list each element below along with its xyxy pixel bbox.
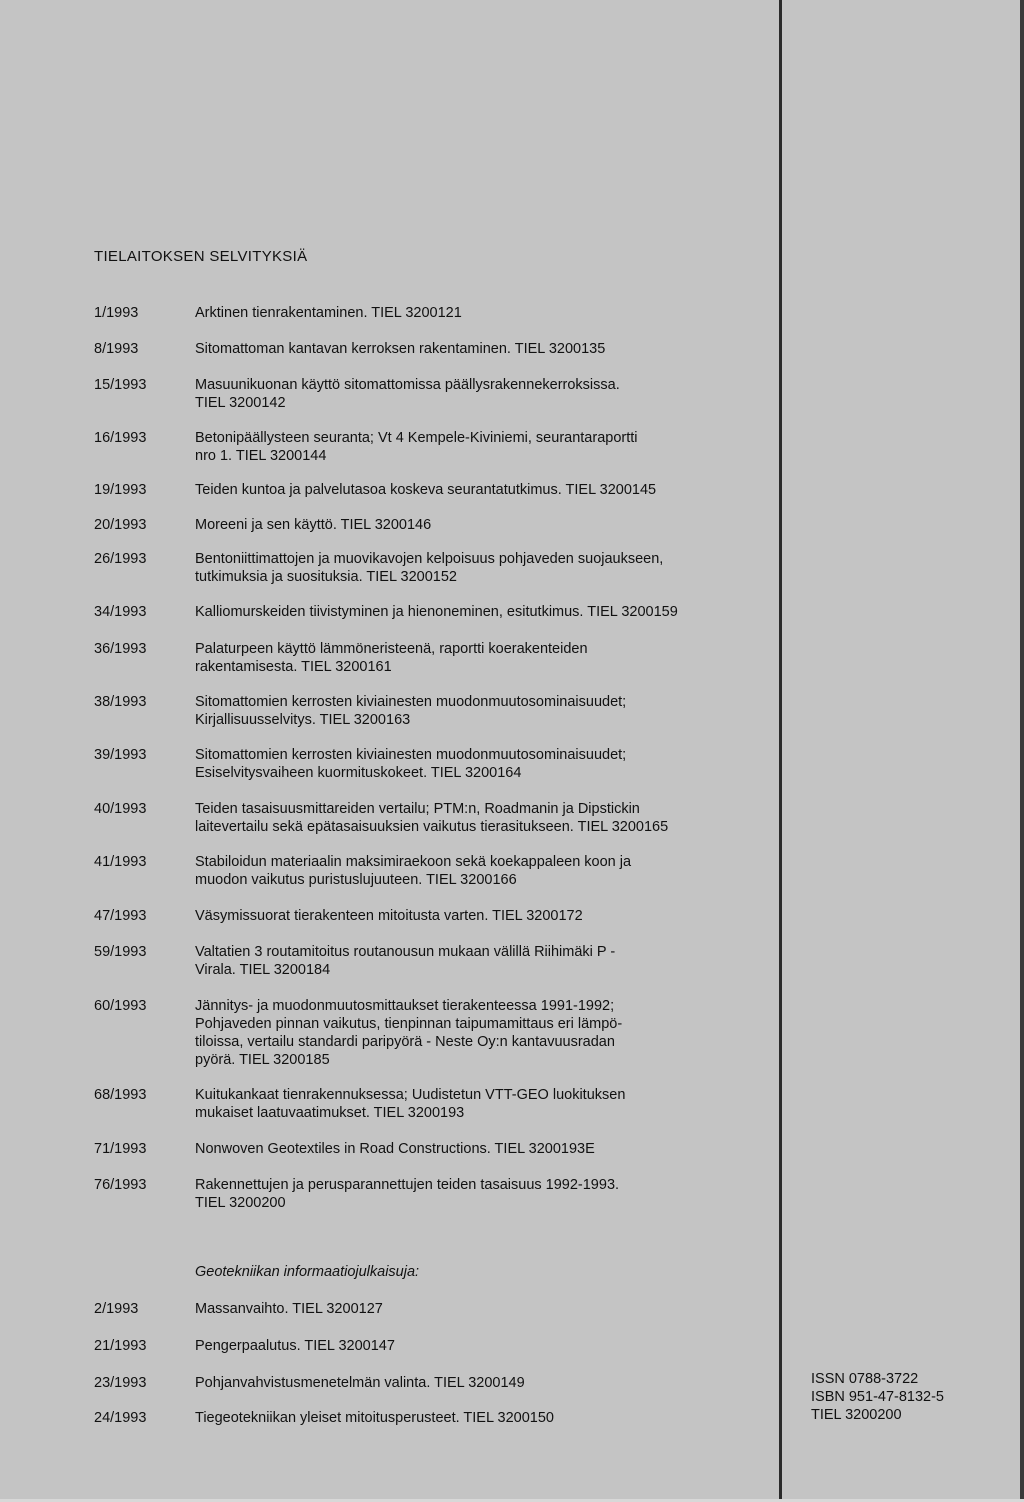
publication-title: [195, 640, 755, 676]
publication-title: [195, 907, 755, 925]
publication-number: 41/1993: [94, 854, 147, 870]
publication-title: [195, 1409, 755, 1427]
publication-title-line: Rakennettujen ja perusparannettujen teiden tasaisuus 1992-1993.: [195, 1177, 620, 1193]
publication-number: 23/1993: [94, 1375, 147, 1391]
publication-title: [195, 340, 755, 358]
publication-title-line: nro 1. TIEL 3200144: [195, 448, 327, 464]
publication-title-line: Sitomattomien kerrosten kiviainesten muodonmuutosominaisuudet;: [195, 747, 627, 763]
publication-number: 1/1993: [94, 305, 139, 321]
publication-title-line: Teiden tasaisuusmittareiden vertailu; PTM:n, Roadmanin ja Dipstickin: [195, 801, 640, 817]
publication-title-line: Jännitys- ja muodonmuutosmittaukset tierakenteessa 1991-1992;: [195, 998, 615, 1014]
publication-title-line: Massanvaihto. TIEL 3200127: [195, 1301, 383, 1317]
publication-title-line: Stabiloidun materiaalin maksimiraekoon sekä koekappaleen koon ja: [195, 854, 632, 870]
vertical-divider: [779, 0, 782, 1502]
publication-number: 76/1993: [94, 1177, 147, 1193]
publication-number: 16/1993: [94, 430, 147, 446]
publication-title: [195, 853, 755, 889]
publication-title: [195, 516, 755, 534]
publication-title-line: Palaturpeen käyttö lämmöneristeenä, raportti koerakenteiden: [195, 641, 588, 657]
publication-number: 26/1993: [94, 551, 147, 567]
series-heading: TIELAITOKSEN SELVITYKSIÄ: [94, 248, 308, 265]
publication-title-line: mukaiset laatuvaatimukset. TIEL 3200193: [195, 1105, 465, 1121]
publication-identifiers: [811, 1370, 944, 1424]
publication-title: [195, 1176, 755, 1212]
publication-title-line: Sitomattomien kerrosten kiviainesten muodonmuutosominaisuudet;: [195, 694, 627, 710]
publication-title: [195, 693, 755, 729]
publication-title-line: Valtatien 3 routamitoitus routanousun mukaan välillä Riihimäki P -: [195, 944, 616, 960]
publication-number: 59/1993: [94, 944, 147, 960]
publication-number: 19/1993: [94, 482, 147, 498]
publication-number: 2/1993: [94, 1301, 139, 1317]
isbn-label: ISBN 951-47-8132-5: [811, 1389, 944, 1405]
publication-title-line: Pengerpaalutus. TIEL 3200147: [195, 1338, 395, 1354]
publication-title-line: Väsymissuorat tierakenteen mitoitusta varten. TIEL 3200172: [195, 908, 583, 924]
publication-number: 47/1993: [94, 908, 147, 924]
publication-number: 71/1993: [94, 1141, 147, 1157]
publication-title-line: Esiselvitysvaiheen kuormituskokeet. TIEL 3200164: [195, 765, 522, 781]
publication-title: [195, 1337, 755, 1355]
publication-title-line: Tiegeotekniikan yleiset mitoitusperusteet. TIEL 3200150: [195, 1410, 554, 1426]
publication-number: 60/1993: [94, 998, 147, 1014]
publication-title: [195, 429, 755, 465]
publication-title-line: TIEL 3200142: [195, 395, 286, 411]
publication-title-line: Teiden kuntoa ja palvelutasoa koskeva seurantatutkimus. TIEL 3200145: [195, 482, 657, 498]
publication-title: [195, 943, 755, 979]
publication-title-line: Kuitukankaat tienrakennuksessa; Uudistetun VTT-GEO luokituksen: [195, 1087, 626, 1103]
publication-title: [195, 376, 755, 412]
publication-number: 68/1993: [94, 1087, 147, 1103]
publication-title-line: TIEL 3200200: [195, 1195, 286, 1211]
publication-title: [195, 304, 755, 322]
publication-title-line: Masuunikuonan käyttö sitomattomissa päällysrakennekerroksissa.: [195, 377, 620, 393]
publication-title: [195, 1140, 755, 1158]
publication-title-line: Betonipäällysteen seuranta; Vt 4 Kempele-Kiviniemi, seurantaraportti: [195, 430, 638, 446]
tiel-label: TIEL 3200200: [811, 1407, 902, 1423]
publication-title-line: muodon vaikutus puristuslujuuteen. TIEL 3200166: [195, 872, 517, 888]
publication-number: 36/1993: [94, 641, 147, 657]
publication-title-line: rakentamisesta. TIEL 3200161: [195, 659, 392, 675]
publication-title: [195, 997, 755, 1069]
publication-number: 38/1993: [94, 694, 147, 710]
publication-title-line: Sitomattoman kantavan kerroksen rakentaminen. TIEL 3200135: [195, 341, 606, 357]
page-edge-right: [1020, 0, 1024, 1502]
publication-title-line: Kalliomurskeiden tiivistyminen ja hienoneminen, esitutkimus. TIEL 3200159: [195, 604, 678, 620]
publication-title: [195, 603, 755, 621]
publication-title: [195, 746, 755, 782]
geotechnics-subheading: Geotekniikan informaatiojulkaisuja:: [195, 1264, 420, 1280]
publication-title-line: Bentoniittimattojen ja muovikavojen kelpoisuus pohjaveden suojaukseen,: [195, 551, 664, 567]
publication-number: 24/1993: [94, 1410, 147, 1426]
publication-title-line: Arktinen tienrakentaminen. TIEL 3200121: [195, 305, 462, 321]
publication-title: [195, 1086, 755, 1122]
publication-title-line: tiloissa, vertailu standardi paripyörä - Neste Oy:n kantavuusradan: [195, 1034, 615, 1050]
publication-title: [195, 550, 755, 586]
publication-number: 20/1993: [94, 517, 147, 533]
publication-title-line: Moreeni ja sen käyttö. TIEL 3200146: [195, 517, 432, 533]
publication-title: [195, 481, 755, 499]
publication-number: 40/1993: [94, 801, 147, 817]
publication-number: 8/1993: [94, 341, 139, 357]
publication-number: 15/1993: [94, 377, 147, 393]
publication-title-line: laitevertailu sekä epätasaisuuksien vaikutus tierasitukseen. TIEL 3200165: [195, 819, 669, 835]
publication-title-line: Virala. TIEL 3200184: [195, 962, 331, 978]
publication-title: [195, 1300, 755, 1318]
publication-number: 21/1993: [94, 1338, 147, 1354]
publication-number: 39/1993: [94, 747, 147, 763]
issn-label: ISSN 0788-3722: [811, 1371, 919, 1387]
publication-title: [195, 1374, 755, 1392]
publication-title-line: Pohjaveden pinnan vaikutus, tienpinnan taipumamittaus eri lämpö-: [195, 1016, 623, 1032]
publication-number: 34/1993: [94, 604, 147, 620]
publication-title-line: tutkimuksia ja suosituksia. TIEL 3200152: [195, 569, 457, 585]
publication-title-line: pyörä. TIEL 3200185: [195, 1052, 330, 1068]
publication-title: [195, 800, 755, 836]
publication-title-line: Pohjanvahvistusmenetelmän valinta. TIEL 3200149: [195, 1375, 525, 1391]
publication-title-line: Kirjallisuusselvitys. TIEL 3200163: [195, 712, 411, 728]
publication-title-line: Nonwoven Geotextiles in Road Constructions. TIEL 3200193E: [195, 1141, 595, 1157]
